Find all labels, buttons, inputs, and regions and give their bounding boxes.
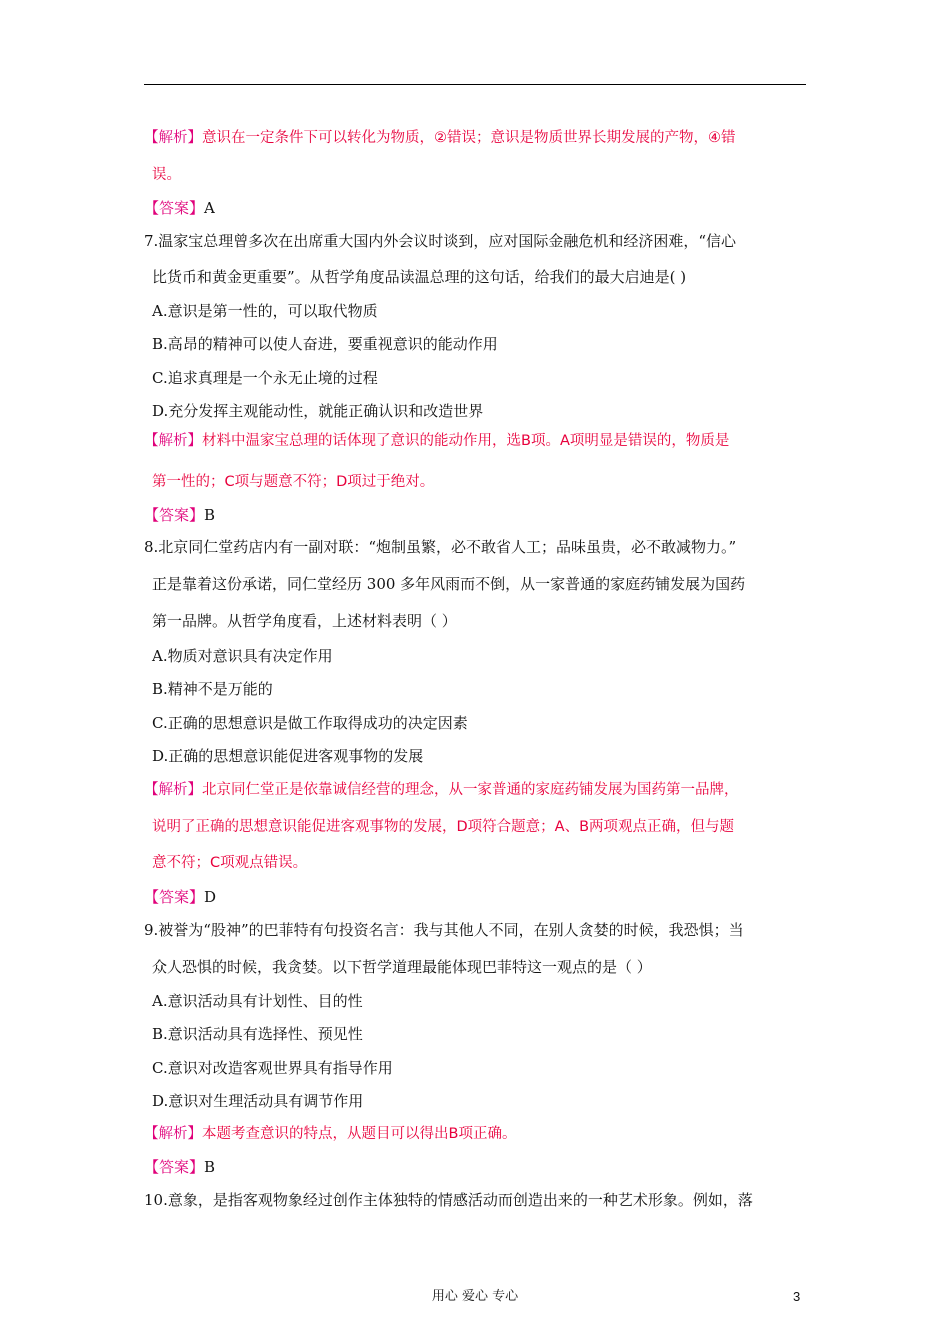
option-a: A.意识是第一性的，可以取代物质 bbox=[152, 302, 378, 320]
analysis-line: 说明了正确的思想意识能促进客观事物的发展，D项符合题意；A、B两项观点正确，但与题 bbox=[152, 819, 735, 835]
question-stem: 众人恐惧的时候，我贪婪。以下哲学道理最能体现巴菲特这一观点的是（ ） bbox=[152, 958, 652, 976]
analysis-line: 【解析】本题考查意识的特点，从题目可以得出B项正确。 bbox=[144, 1126, 517, 1142]
answer-tag: 【答案】 bbox=[144, 1158, 205, 1176]
header-rule bbox=[144, 84, 806, 85]
answer-line: 【答案】D bbox=[144, 888, 217, 906]
option-a: A.物质对意识具有决定作用 bbox=[152, 647, 333, 665]
answer-line: 【答案】B bbox=[144, 1158, 216, 1176]
analysis-line: 【解析】意识在一定条件下可以转化为物质，②错误；意识是物质世界长期发展的产物，④错 bbox=[144, 130, 736, 146]
option-b: B.意识活动具有选择性、预见性 bbox=[152, 1025, 363, 1043]
option-c: C.正确的思想意识是做工作取得成功的决定因素 bbox=[152, 714, 468, 732]
question-stem: 7.温家宝总理曾多次在出席重大国内外会议时谈到，应对国际金融危机和经济困难，“信心 bbox=[144, 232, 736, 250]
question-stem: 10.意象，是指客观物象经过创作主体独特的情感活动而创造出来的一种艺术形象。例如，落 bbox=[144, 1191, 753, 1209]
option-d: D.意识对生理活动具有调节作用 bbox=[152, 1092, 364, 1110]
answer-line: 【答案】B bbox=[144, 506, 216, 524]
answer-line: 【答案】A bbox=[144, 199, 215, 217]
question-stem: 第一品牌。从哲学角度看，上述材料表明（ ） bbox=[152, 612, 457, 630]
answer-tag: 【答案】 bbox=[144, 888, 205, 906]
analysis-line: 意不符；C项观点错误。 bbox=[152, 855, 308, 871]
option-c: C.意识对改造客观世界具有指导作用 bbox=[152, 1059, 393, 1077]
analysis-line: 【解析】北京同仁堂正是依靠诚信经营的理念，从一家普通的家庭药铺发展为国药第一品牌， bbox=[144, 782, 739, 798]
question-stem: 8.北京同仁堂药店内有一副对联：“炮制虽繁，必不敢省人工；品味虽贵，必不敢减物力。” bbox=[144, 538, 737, 556]
page-number: 3 bbox=[793, 1289, 801, 1304]
analysis-tag: 【解析】 bbox=[144, 433, 202, 449]
answer-tag: 【答案】 bbox=[144, 199, 205, 217]
analysis-tag: 【解析】 bbox=[144, 130, 202, 146]
question-stem: 正是靠着这份承诺，同仁堂经历 300 多年风雨而不倒，从一家普通的家庭药铺发展为国药 bbox=[152, 575, 746, 593]
option-c: C.追求真理是一个永无止境的过程 bbox=[152, 369, 378, 387]
analysis-tag: 【解析】 bbox=[144, 782, 202, 798]
analysis-line: 第一性的；C项与题意不符；D项过于绝对。 bbox=[152, 474, 435, 490]
question-stem: 9.被誉为“股神”的巴菲特有句投资名言：我与其他人不同，在别人贪婪的时候，我恐惧；当 bbox=[144, 921, 744, 939]
answer-tag: 【答案】 bbox=[144, 506, 205, 524]
option-d: D.正确的思想意识能促进客观事物的发展 bbox=[152, 747, 424, 765]
option-b: B.高昂的精神可以使人奋进，要重视意识的能动作用 bbox=[152, 335, 498, 353]
analysis-line: 【解析】材料中温家宝总理的话体现了意识的能动作用，选B项。A项明显是错误的，物质是 bbox=[144, 433, 730, 449]
option-d: D.充分发挥主观能动性，就能正确认识和改造世界 bbox=[152, 402, 484, 420]
analysis-line: 误。 bbox=[152, 167, 181, 183]
footer-motto: 用心 爱心 专心 bbox=[431, 1289, 519, 1304]
option-a: A.意识活动具有计划性、目的性 bbox=[152, 992, 363, 1010]
analysis-tag: 【解析】 bbox=[144, 1126, 202, 1142]
option-b: B.精神不是万能的 bbox=[152, 680, 273, 698]
question-stem: 比货币和黄金更重要”。从哲学角度品读温总理的这句话，给我们的最大启迪是( ) bbox=[152, 268, 687, 286]
